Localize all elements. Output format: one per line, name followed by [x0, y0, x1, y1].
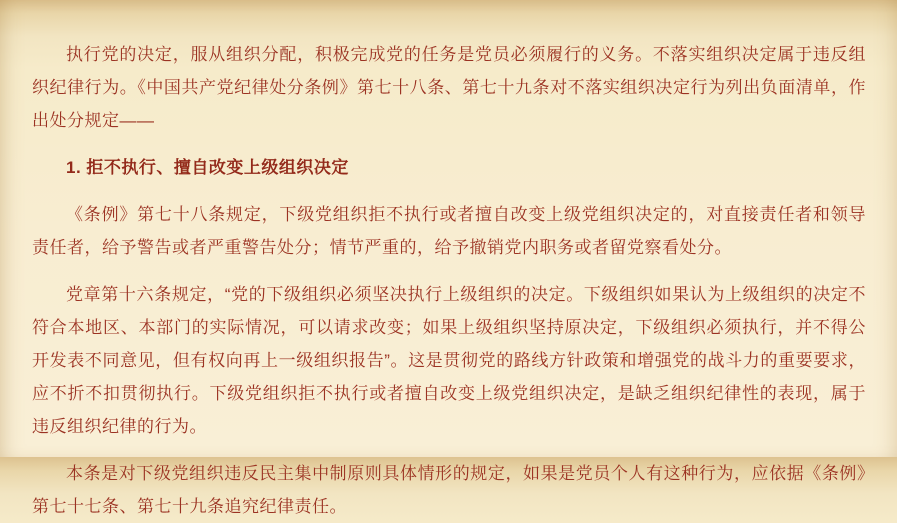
- regulation-article-78-paragraph: 《条例》第七十八条规定，下级党组织拒不执行或者擅自改变上级党组织决定的，对直接责任者和领导责任者，给予警告或者严重警告处分；情节严重的，给予撤销党内职务或者留党察看处分。: [32, 205, 866, 257]
- closing-paragraph: 本条是对下级党组织违反民主集中制原则具体情形的规定，如果是党员个人有这种行为，应依据《条例》第七十七条、第七十九条追究纪律责任。: [32, 464, 866, 516]
- party-constitution-article-16-paragraph: 党章第十六条规定，“党的下级组织必须坚决执行上级组织的决定。下级组织如果认为上级组织的决定不符合本地区、本部门的实际情况，可以请求改变；如果上级组织坚持原决定，下级组织必须执行，并不得公开发表不同意见，但有权向再上一级组织报告”。这是贯彻党的路线方针政策和增强党的战斗力的重要要求，应不折不扣贯彻执行。下级党组织拒不执行或者擅自改变上级党组织决定，是缺乏组织纪律性的表现，属于违反组织纪律的行为。: [32, 285, 866, 436]
- section-heading: 1. 拒不执行、擅自改变上级组织决定: [66, 158, 349, 177]
- intro-paragraph: 执行党的决定，服从组织分配，积极完成党的任务是党员必须履行的义务。不落实组织决定属于违反组织纪律行为。《中国共产党纪律处分条例》第七十八条、第七十九条对不落实组织决定行为列出负面清单，作出处分规定——: [32, 45, 866, 130]
